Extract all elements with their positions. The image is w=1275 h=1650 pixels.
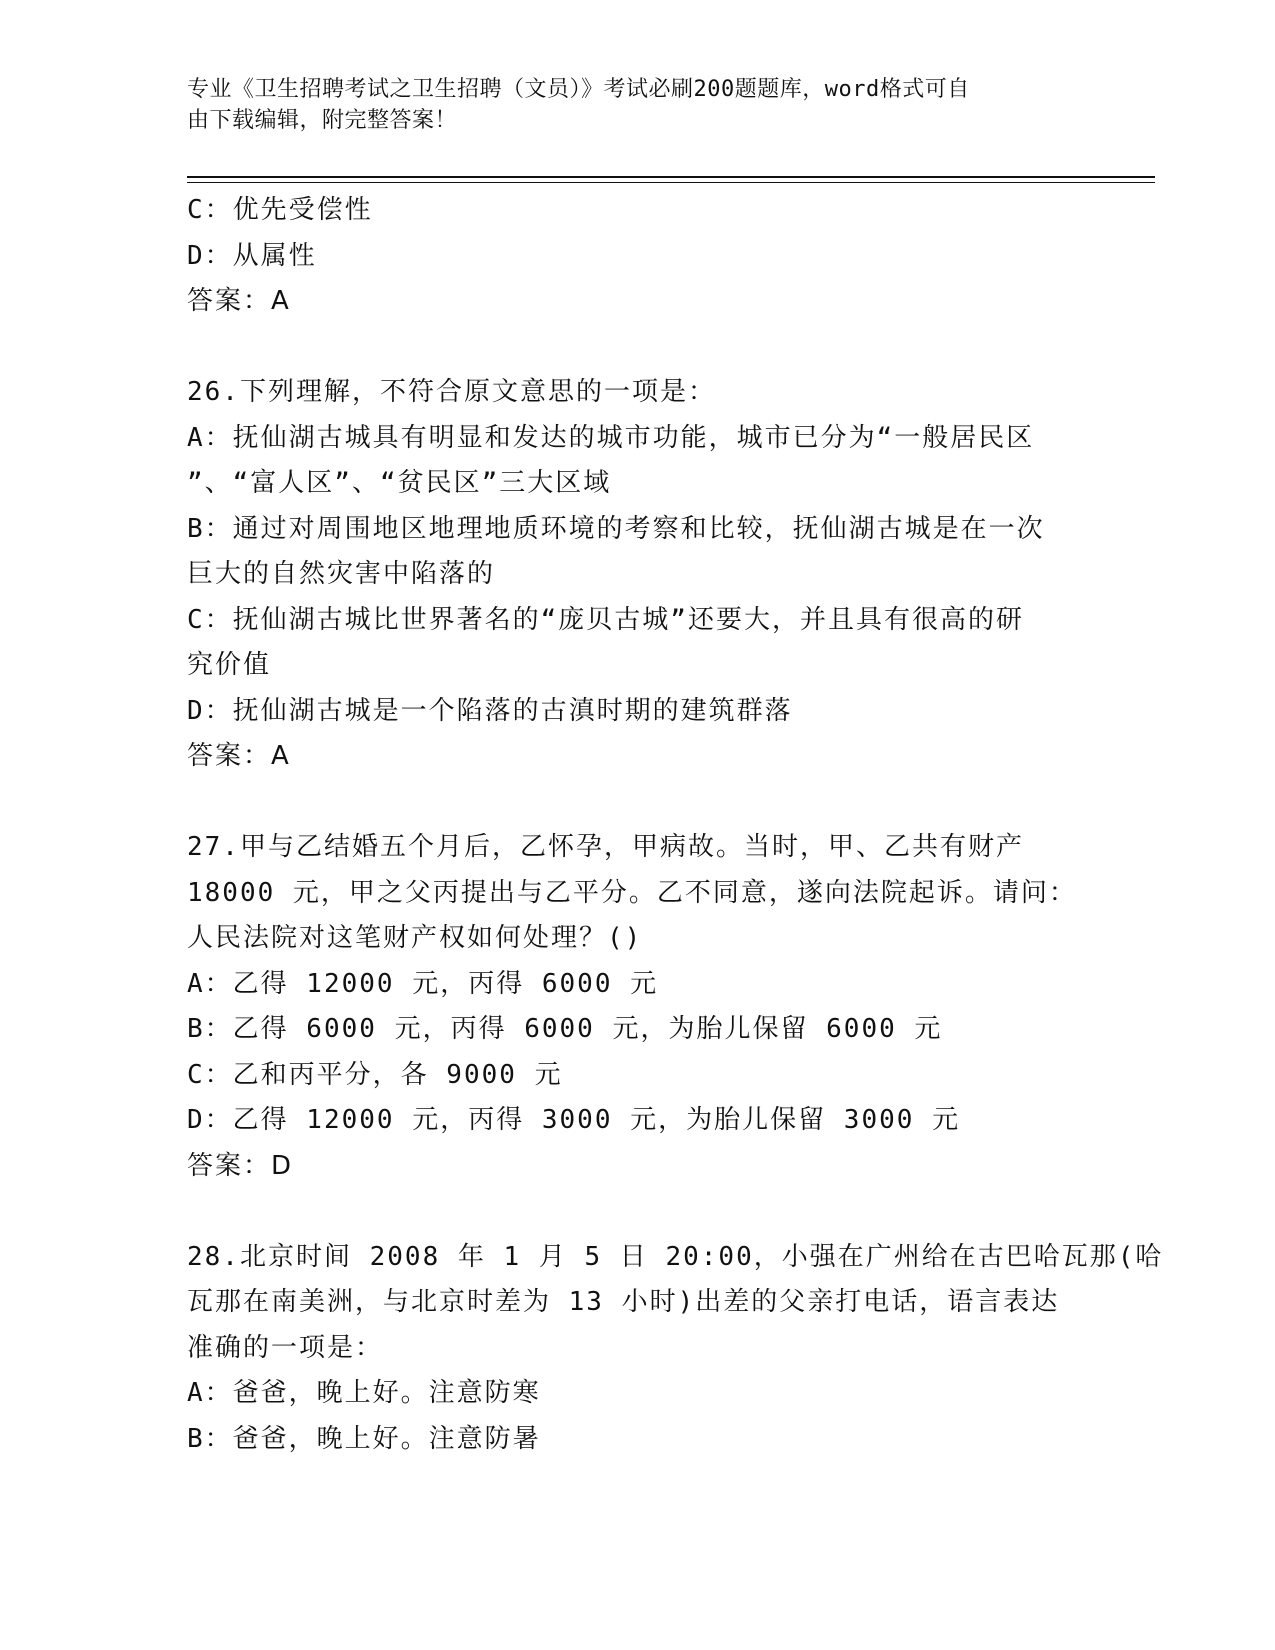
option-line: D：乙得 12000 元，丙得 3000 元，为胎儿保留 3000 元 (187, 1105, 961, 1135)
stem-line: 28.北京时间 2008 年 1 月 5 日 20:00，小强在广州给在古巴哈瓦那(哈 (187, 1241, 1164, 1272)
stem-line: 27.甲与乙结婚五个月后，乙怀孕，甲病故。当时，甲、乙共有财产 (187, 832, 1024, 862)
header-rule-thin (187, 182, 1155, 183)
answer-line: 答案：A (187, 741, 291, 771)
question-27 (187, 825, 1087, 1189)
question-26 (187, 370, 1087, 780)
question-content (187, 188, 1164, 1462)
option-line: B：爸爸，晚上好。注意防暑 (187, 1423, 541, 1454)
option-line: B：乙得 6000 元，丙得 6000 元，为胎儿保留 6000 元 (187, 1014, 943, 1044)
question-28 (187, 1235, 1164, 1463)
option-line: C：乙和丙平分，各 9000 元 (187, 1059, 563, 1090)
option-line: 究价值 (187, 650, 272, 680)
answer-line: 答案：A (187, 286, 291, 316)
stem-line: 18000 元，甲之父丙提出与乙平分。乙不同意，遂向法院起诉。请问： (187, 877, 1077, 908)
option-line: C：抚仙湖古城比世界著名的“庞贝古城”还要大，并且具有很高的研 (187, 604, 1024, 635)
option-line: D：从属性 (187, 240, 317, 271)
option-line: ”、“富人区”、“贫民区”三大区域 (187, 468, 612, 498)
header-rule-thick (187, 176, 1155, 178)
header-line: 专业《卫生招聘考试之卫生招聘（文员）》考试必刷200题题库，word格式可自 (187, 77, 970, 102)
option-line: A：抚仙湖古城具有明显和发达的城市功能，城市已分为“一般居民区 (187, 422, 1035, 453)
header-line: 由下载编辑，附完整答案！ (187, 108, 458, 133)
option-line: A：爸爸，晚上好。注意防寒 (187, 1378, 541, 1408)
option-line: A：乙得 12000 元，丙得 6000 元 (187, 968, 659, 999)
option-line: 巨大的自然灾害中陷落的 (187, 559, 496, 589)
question-25-tail (187, 188, 1087, 325)
spacer (187, 780, 1087, 826)
stem-line: 瓦那在南美洲，与北京时差为 13 小时)出差的父亲打电话，语言表达 (187, 1287, 1060, 1317)
page-header (187, 74, 1087, 136)
answer-line: 答案：D (187, 1150, 294, 1181)
stem-line: 26.下列理解，不符合原文意思的一项是： (187, 377, 716, 407)
option-line: B：通过对周围地区地理地质环境的考察和比较，抚仙湖古城是在一次 (187, 513, 1045, 544)
spacer (187, 325, 1087, 371)
option-line: C：优先受偿性 (187, 195, 373, 225)
spacer (187, 1189, 1087, 1235)
option-line: D：抚仙湖古城是一个陷落的古滇时期的建筑群落 (187, 695, 793, 726)
stem-line: 准确的一项是： (187, 1332, 384, 1363)
stem-line: 人民法院对这笔财产权如何处理？() (187, 923, 643, 953)
